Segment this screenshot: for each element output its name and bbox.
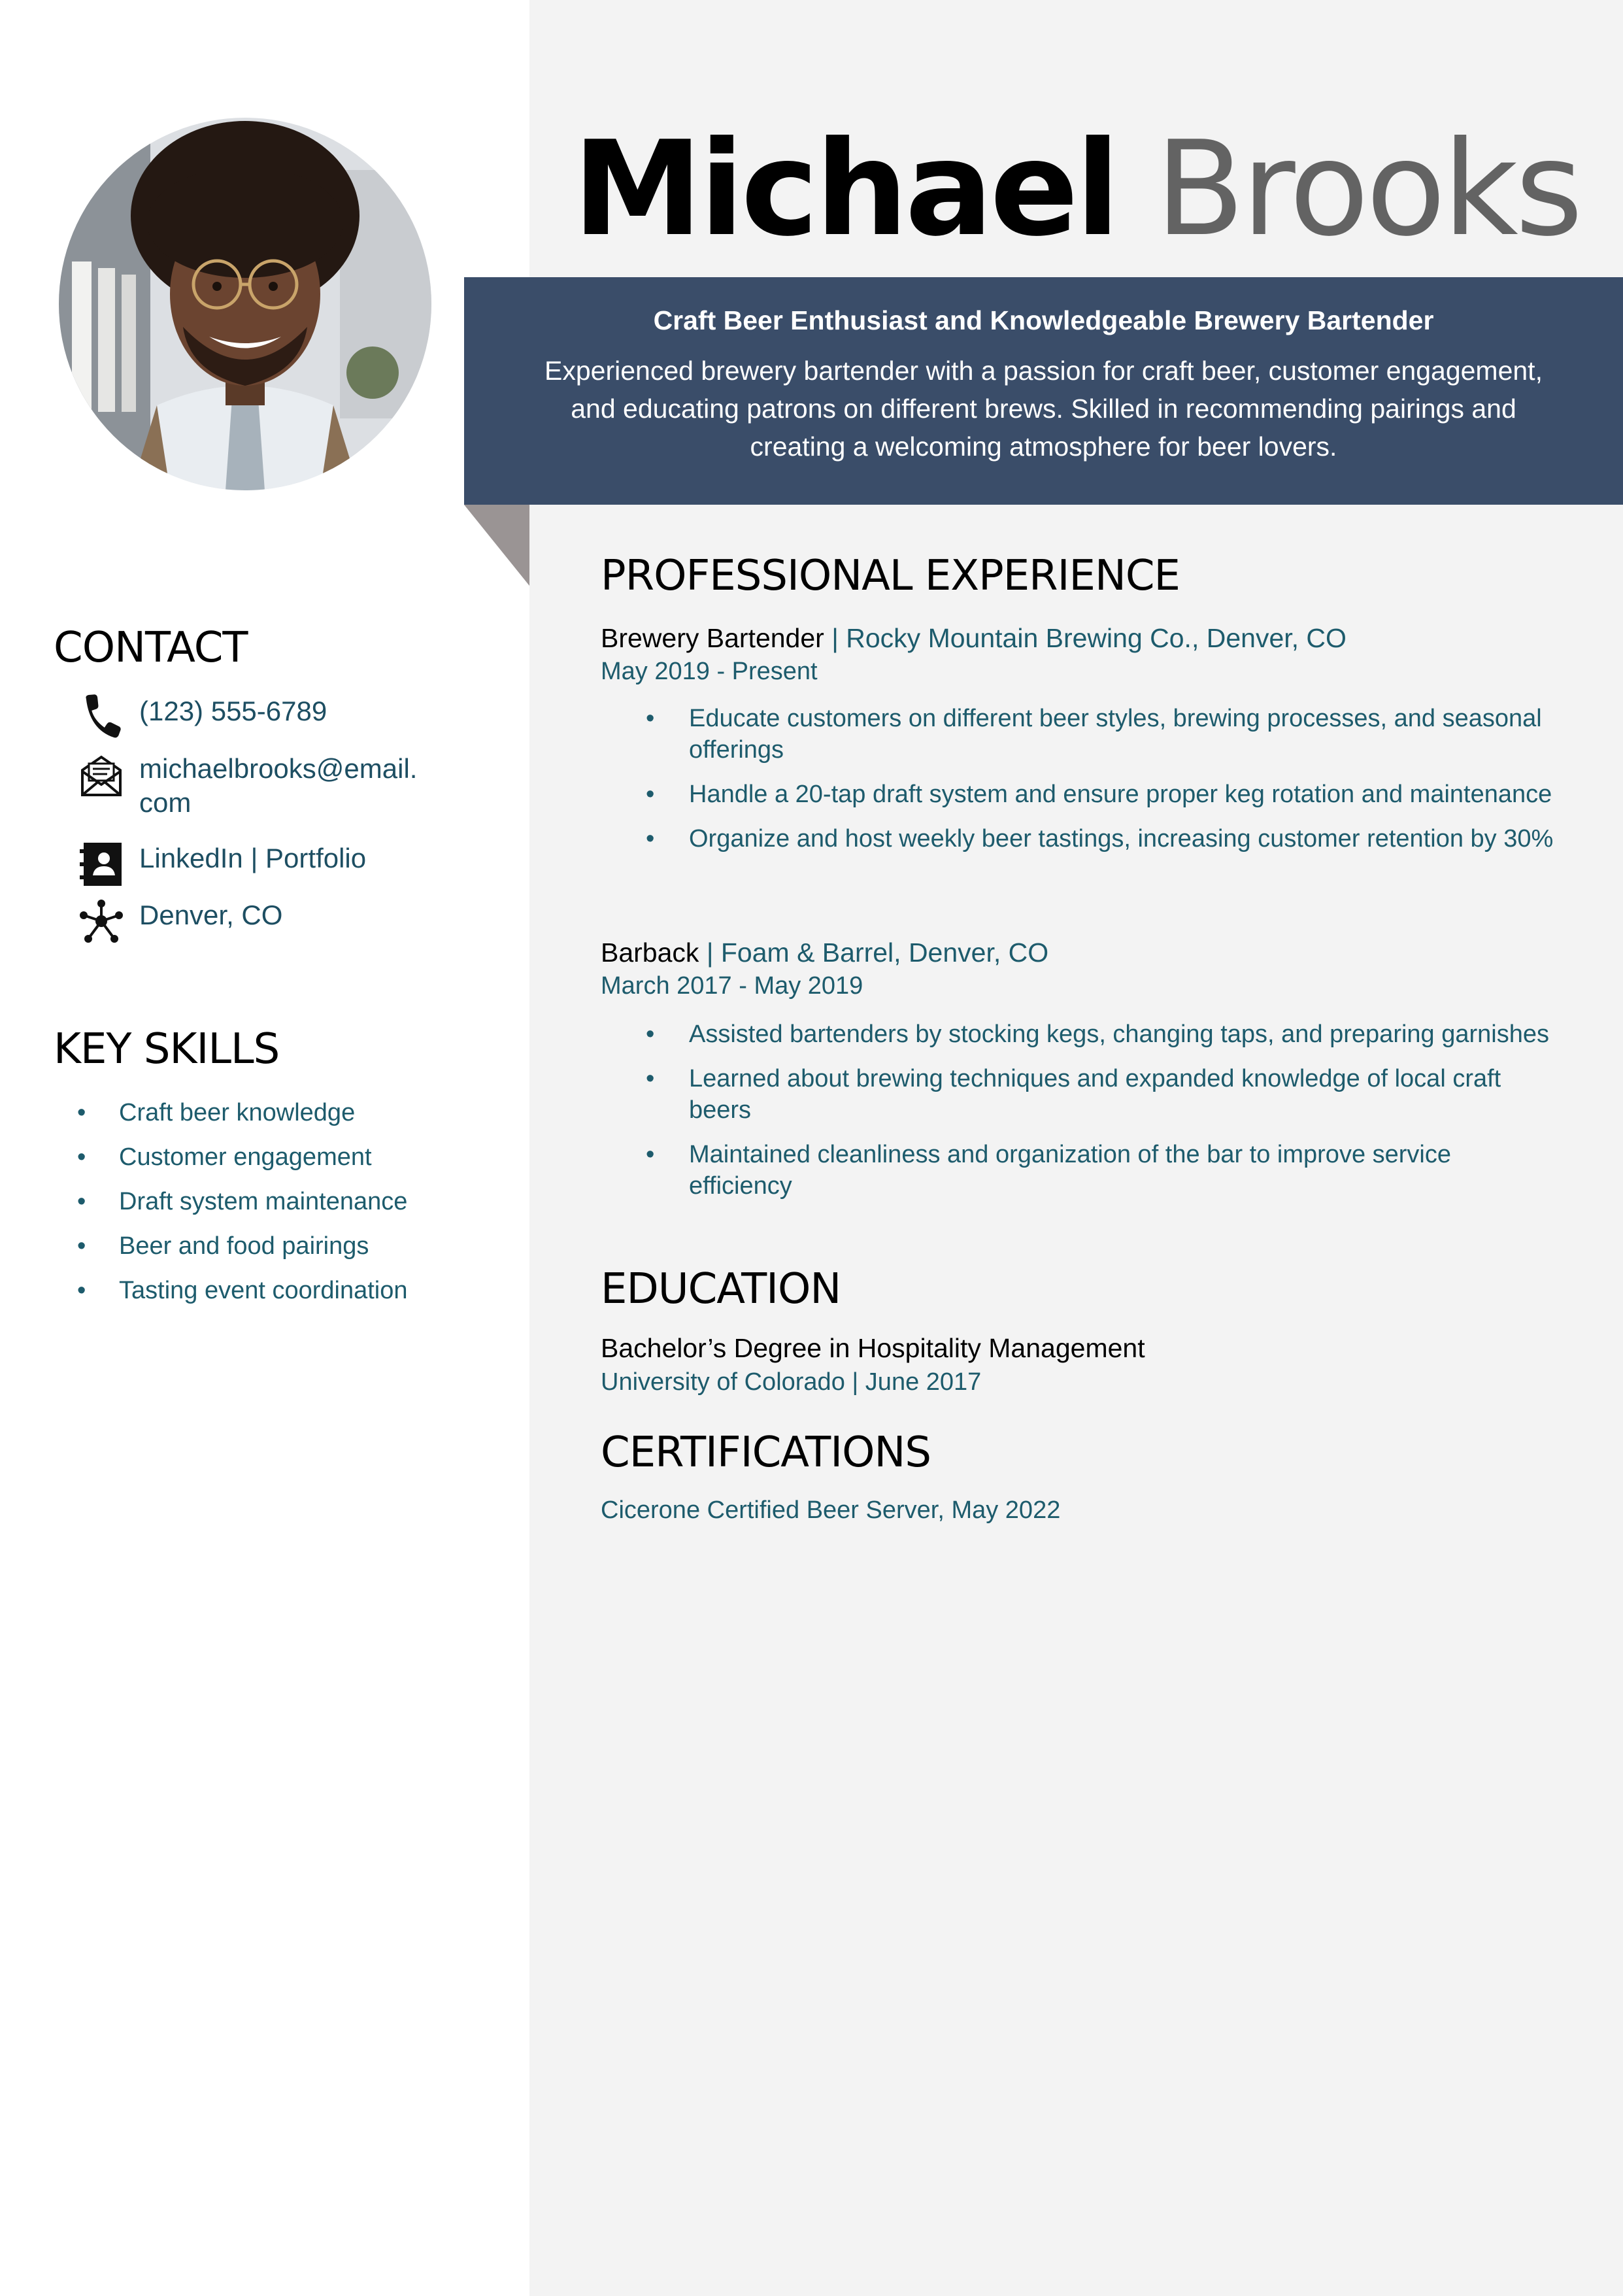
job-bullet: • Educate customers on different beer styles, brewing processes, and seasonal offerings xyxy=(646,703,1561,766)
job-bullet: • Assisted bartenders by stocking kegs, changing taps, and preparing garnishes xyxy=(646,1019,1561,1050)
banner-fold xyxy=(464,505,529,586)
job-bullet: • Handle a 20-tap draft system and ensure proper keg rotation and maintenance xyxy=(646,779,1561,810)
certifications-heading: CERTIFICATIONS xyxy=(601,1428,931,1477)
email-text: michaelbrooks@email. com xyxy=(139,753,418,818)
skills-list xyxy=(77,1090,408,1313)
job-bullet: • Organize and host weekly beer tastings, increasing customer retention by 30% xyxy=(646,823,1561,854)
skill-item: • Craft beer knowledge xyxy=(77,1090,408,1135)
links-text: LinkedIn | Portfolio xyxy=(139,843,367,873)
phone-icon xyxy=(78,694,124,740)
contact-heading: CONTACT xyxy=(54,624,248,672)
summary-banner xyxy=(464,277,1623,505)
contact-card-icon xyxy=(78,841,124,887)
skill-item: • Tasting event coordination xyxy=(77,1268,408,1313)
skill-item: • Customer engagement xyxy=(77,1135,408,1179)
job-title-line xyxy=(601,621,1347,655)
profile-photo xyxy=(59,118,431,490)
location-text: Denver, CO xyxy=(139,900,283,930)
job-role: Barback xyxy=(601,937,699,968)
job-dates: May 2019 - Present xyxy=(601,658,818,685)
skill-item: • Draft system maintenance xyxy=(77,1179,408,1224)
job-bullets xyxy=(646,703,1561,868)
education-heading: EDUCATION xyxy=(601,1265,841,1313)
job-bullet: • Learned about brewing techniques and expanded knowledge of local craft beers xyxy=(646,1063,1561,1126)
headline: Craft Beer Enthusiast and Knowledgeable Brewery Bartender xyxy=(653,305,1434,335)
network-icon xyxy=(78,898,124,944)
first-name: Michael xyxy=(572,113,1117,265)
experience-heading: PROFESSIONAL EXPERIENCE xyxy=(601,552,1180,600)
job-bullet: • Maintained cleanliness and organization of the bar to improve service efficiency xyxy=(646,1139,1561,1202)
job-company: | Rocky Mountain Brewing Co., Denver, CO xyxy=(831,623,1347,653)
certification-item: Cicerone Certified Beer Server, May 2022 xyxy=(601,1496,1061,1524)
candidate-name xyxy=(529,111,1623,268)
phone-text: (123) 555-6789 xyxy=(139,696,327,726)
summary-text: Experienced brewery bartender with a passion for craft beer, customer engagement, and educating patrons on different brews. Skilled in recommending pairings and creating a welcoming atmosphere for beer lovers. xyxy=(544,356,1543,462)
job-dates: March 2017 - May 2019 xyxy=(601,972,863,1000)
degree-title: Bachelor’s Degree in Hospitality Management xyxy=(601,1333,1145,1363)
job-bullets xyxy=(646,1019,1561,1215)
job-role: Brewery Bartender xyxy=(601,623,824,653)
skill-item: • Beer and food pairings xyxy=(77,1224,408,1268)
mail-icon xyxy=(78,752,124,798)
last-name: Brooks xyxy=(1155,113,1581,265)
job-company: | Foam & Barrel, Denver, CO xyxy=(706,937,1049,968)
job-title-line xyxy=(601,936,1048,970)
skills-heading: KEY SKILLS xyxy=(54,1025,280,1073)
school-line: University of Colorado | June 2017 xyxy=(601,1368,982,1396)
